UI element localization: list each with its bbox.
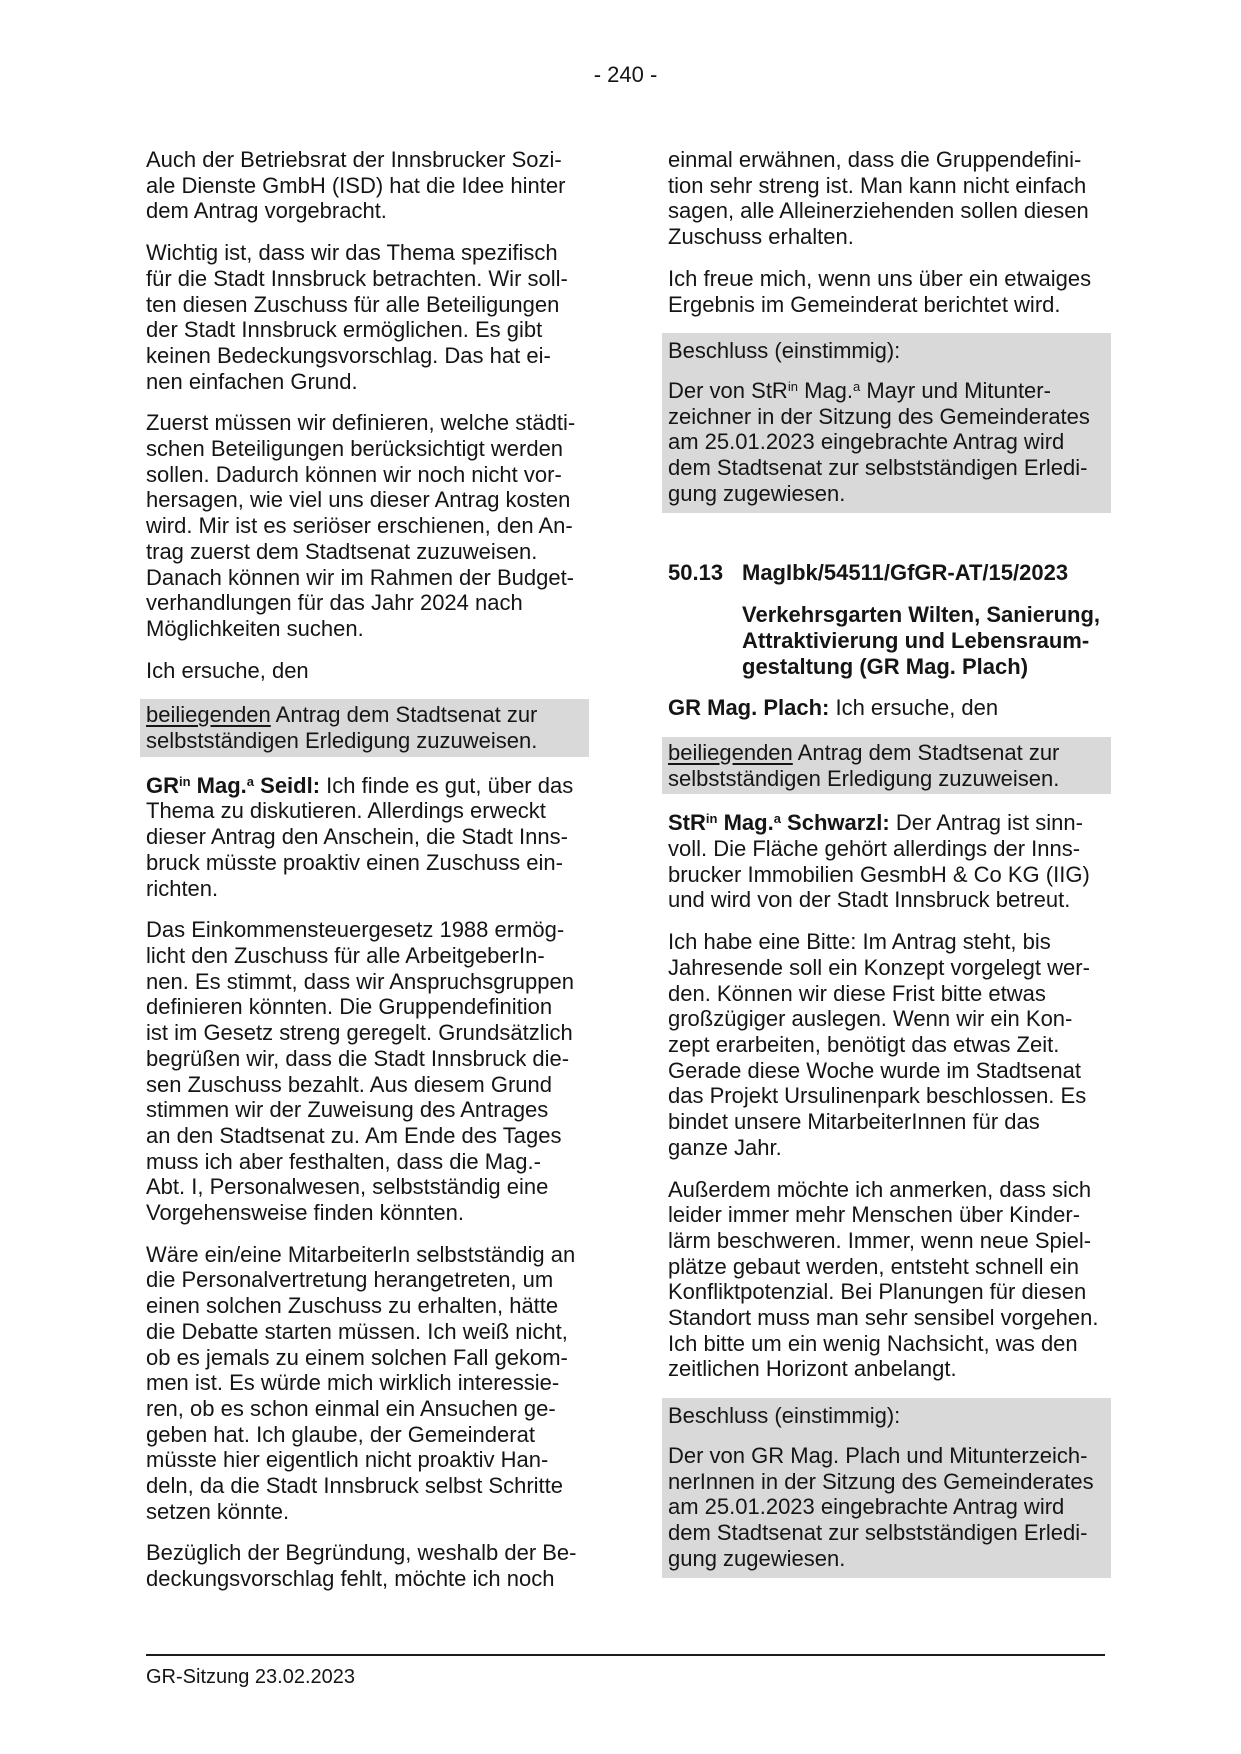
highlighted-motion-text: beiliegenden Antrag dem Stadtsenat zur selbstständigen Erledigung zuzuweisen. bbox=[662, 737, 1111, 794]
decision-title: Beschluss (einstimmig): bbox=[668, 338, 901, 364]
paragraph: Wäre ein/eine MitarbeiterIn selbstständig an die Personalvertretung herangetreten, um einen solchen Zuschuss zu erhalten, hätte die Debatte starten müssen. Ich weiß nicht, ob es jemals zu einem solchen Fall gekom- men ist. Es würde mich wirklich interessie- ren, ob es schon einmal ein Ansuchen ge- geben hat. Ich glaube, der Gemeinderat müsste hier eigentlich nicht proaktiv Han- deln, da die Stadt Innsbruck selbst Schritte setzen könnte. bbox=[146, 1241, 576, 1524]
paragraph: einmal erwähnen, dass die Gruppendefini- tion sehr streng ist. Man kann nicht einfach sagen, alle Alleinerziehenden sollen diesen Zuschuss erhalten. bbox=[668, 147, 1089, 250]
paragraph: Das Einkommensteuergesetz 1988 ermög- licht den Zuschuss für alle ArbeitgeberIn- nen. Es stimmt, dass wir Anspruchsgruppen definieren könnten. Die Gruppendefinition ist im Gesetz streng geregelt. Grundsätzlich begrüßen wir, dass die Stadt Innsbruck die- sen Zuschuss bezahlt. Aus diesem Grund stimmen wir der Zuweisung des Antrages an den Stadtsenat zu. Am Ende des Tages muss ich aber festhalten, dass die Mag.- Abt. I, Personalwesen, selbstständig eine Vorgehensweise finden könnten. bbox=[146, 917, 574, 1226]
page-number: - 240 - bbox=[593, 62, 658, 87]
highlighted-motion-text: beiliegenden Antrag dem Stadtsenat zur selbstständigen Erledigung zuzuweisen. bbox=[140, 699, 589, 756]
agenda-item-heading bbox=[668, 560, 1105, 679]
page-footer bbox=[146, 1654, 1105, 1689]
paragraph: Wichtig ist, dass wir das Thema spezifisch für die Stadt Innsbruck betrachten. Wir soll- ten diesen Zuschuss für alle Beteiligungen der Stadt Innsbruck ermöglichen. Es gibt keinen Bedeckungsvorschlag. Das hat ei- nen einfachen Grund. bbox=[146, 240, 568, 394]
paragraph: Ich ersuche, den bbox=[146, 657, 309, 683]
paragraph: Bezüglich der Begründung, weshalb der Be- deckungsvorschlag fehlt, möchte ich noch bbox=[146, 1540, 577, 1592]
paragraph: Ich freue mich, wenn uns über ein etwaiges Ergebnis im Gemeinderat berichtet wird. bbox=[668, 265, 1092, 317]
agenda-item-number: 50.13 bbox=[668, 560, 724, 586]
right-text-column bbox=[668, 147, 1105, 1578]
paragraph: Auch der Betriebsrat der Innsbrucker Sozi- ale Dienste GmbH (ISD) hat die Idee hinter dem Antrag vorgebracht. bbox=[146, 147, 566, 224]
decision-text: Der von GR Mag. Plach und Mitunterzeich- nerInnen in der Sitzung des Gemeinderates am 25.01.2023 eingebrachte Antrag wird dem Stadtsenat zur selbstständigen Erledi- gung zugewiesen. bbox=[668, 1442, 1094, 1571]
decision-box bbox=[662, 1398, 1111, 1578]
decision-box bbox=[662, 333, 1111, 513]
paragraph: Außerdem möchte ich anmerken, dass sich leider immer mehr Menschen über Kinder- lärm beschweren. Immer, wenn neue Spiel- plätze gebaut werden, entsteht schnell ein Konfliktpotenzial. Bei Planungen für diesen Standort muss man sehr sensibel vorgehen. Ich bitte um ein wenig Nachsicht, was den zeitlichen Horizont anbelangt. bbox=[668, 1176, 1099, 1382]
decision-text: Der von StR$^{in}$ Mag.$^a$ Mayr und Mitunter- zeichner in der Sitzung des Gemeinderates am 25.01.2023 eingebrachte Antrag wird dem Stadtsenat zur selbstständigen Erledi- gung zugewiesen. bbox=[668, 377, 1090, 506]
agenda-item-file-number: MagIbk/54511/GfGR-AT/15/2023 bbox=[742, 560, 1069, 586]
paragraph: Ich habe eine Bitte: Im Antrag steht, bis Jahresende soll ein Konzept vorgelegt wer- den. Können wir diese Frist bitte etwas großzügiger auslegen. Wenn wir ein Kon- zept erarbeiten, benötigt das etwas Zeit. Gerade diese Woche wurde im Stadtsenat das Projekt Ursulinenpark beschlossen. Es bindet unsere MitarbeiterInnen für das ganze Jahr. bbox=[668, 929, 1090, 1160]
paragraph: Zuerst müssen wir definieren, welche städti- schen Beteiligungen berücksichtigt werden sollen. Dadurch können wir noch nicht vor- hersagen, wie viel uns dieser Antrag kosten wird. Mir ist es seriöser erschienen, den An- trag zuerst dem Stadtsenat zuzuweisen. Danach können wir im Rahmen der Budget- verhandlungen für das Jahr 2024 nach Möglichkeiten suchen. bbox=[146, 410, 576, 641]
left-text-column bbox=[146, 147, 583, 1592]
paragraph: $GR^{in}$ Mag.$^a$ Seidl: Ich finde es gut, über das Thema zu diskutieren. Allerdings erweckt dieser Antrag den Anschein, die Stadt Inns- bruck müsste proaktiv einen Zuschuss ein- richten. bbox=[146, 772, 574, 901]
paragraph: GR Mag. Plach: Ich ersuche, den bbox=[668, 695, 999, 721]
agenda-item-title: Verkehrsgarten Wilten, Sanierung, Attraktivierung und Lebensraum- gestaltung (GR Mag. Plach) bbox=[742, 602, 1101, 679]
decision-title: Beschluss (einstimmig): bbox=[668, 1403, 901, 1429]
paragraph: StR$^{in}$ Mag.$^a$ Schwarzl: Der Antrag ist sinn- voll. Die Fläche gehört allerdings der Inns- brucker Immobilien GesmbH & Co KG (IIG) und wird von der Stadt Innsbruck betreut. bbox=[668, 810, 1090, 913]
footer-session-label: GR-Sitzung 23.02.2023 bbox=[146, 1666, 356, 1688]
